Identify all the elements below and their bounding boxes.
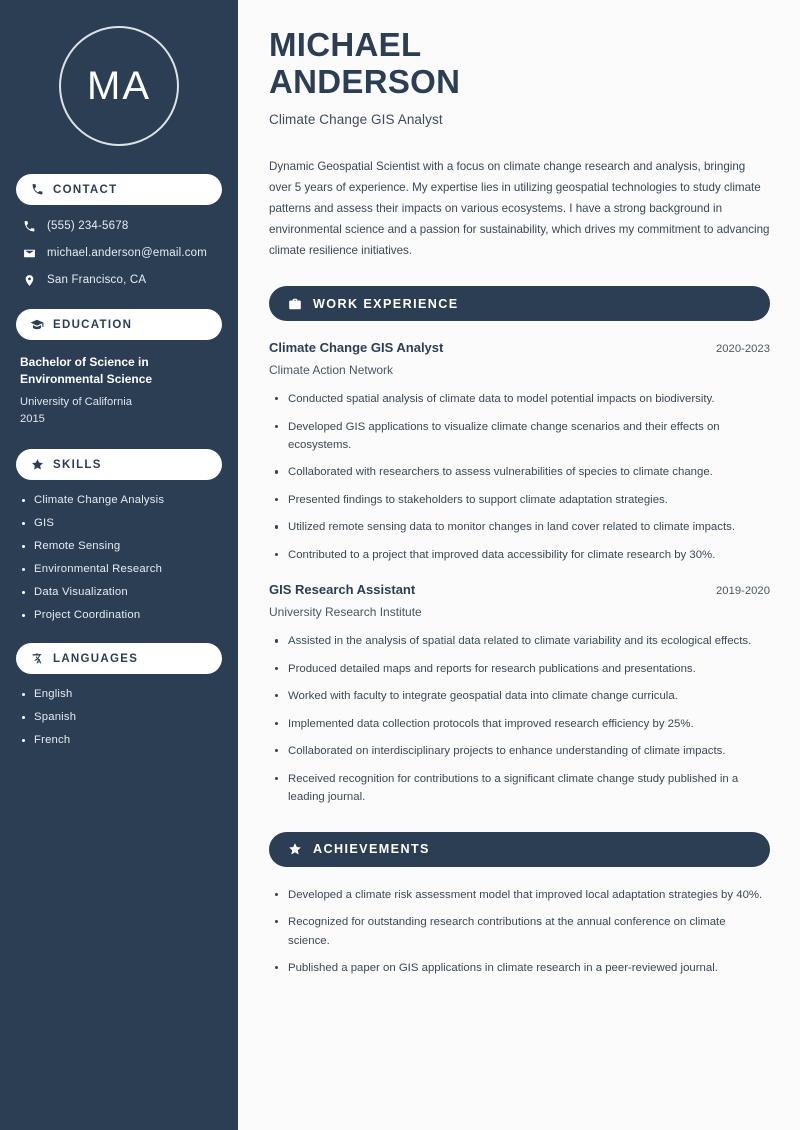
list-item: Conducted spatial analysis of climate data to model potential impacts on biodiversity. (271, 390, 770, 408)
experience-organization: University Research Institute (269, 605, 422, 620)
experience-header (269, 340, 770, 355)
list-item: Developed GIS applications to visualize climate change scenarios and their effects on ecosystems. (271, 418, 770, 455)
sidebar-section-header-skills (16, 449, 222, 480)
list-item: Collaborated on interdisciplinary projects to enhance understanding of climate impacts. (271, 742, 770, 760)
experience-organization: Climate Action Network (269, 363, 394, 378)
experience-dates: 2020-2023 (715, 343, 770, 356)
list-item: Developed a climate risk assessment model that improved local adaptation strategies by 40%. (271, 886, 770, 904)
phone-icon (22, 219, 36, 233)
section-title: ACHIEVEMENTS (313, 842, 430, 857)
experience-entry (269, 340, 770, 564)
experience-entry (269, 582, 770, 806)
experience-bullets (269, 390, 770, 564)
section-header-achievements (269, 832, 770, 867)
graduation-cap-icon (30, 318, 44, 332)
envelope-icon (22, 246, 36, 260)
list-item: French (20, 734, 218, 746)
list-item: Data Visualization (20, 586, 218, 598)
contact-email (16, 246, 222, 260)
map-pin-icon (22, 273, 36, 287)
list-item: Climate Change Analysis (20, 494, 218, 506)
sidebar-section-title: EDUCATION (53, 318, 133, 331)
skills-list (16, 494, 222, 621)
education-year: 2015 (20, 412, 45, 425)
experience-bullets (269, 632, 770, 806)
sidebar-section-title: SKILLS (53, 458, 102, 471)
contact-list (16, 219, 222, 287)
sidebar-section-header-languages (16, 643, 222, 674)
list-item: Spanish (20, 711, 218, 723)
list-item: Worked with faculty to integrate geospatial data into climate change curricula. (271, 687, 770, 705)
list-item: Implemented data collection protocols that improved research efficiency by 25%. (271, 715, 770, 733)
achievements-list (269, 886, 770, 978)
page-title (269, 26, 770, 101)
list-item: Received recognition for contributions to a significant climate change study published in a leading journal. (271, 770, 770, 807)
last-name: ANDERSON (269, 63, 461, 101)
translate-icon (30, 652, 44, 666)
sidebar-section-header-education (16, 309, 222, 340)
list-item: Produced detailed maps and reports for research publications and presentations. (271, 660, 770, 678)
phone-icon (30, 183, 44, 197)
section-title: WORK EXPERIENCE (313, 296, 459, 311)
contact-location (16, 273, 222, 287)
list-item: Presented findings to stakeholders to support climate adaptation strategies. (271, 491, 770, 509)
list-item: Contributed to a project that improved data accessibility for climate research by 30%. (271, 546, 770, 564)
briefcase-icon (287, 296, 302, 311)
monogram-container (16, 26, 222, 146)
first-name: MICHAEL (269, 26, 422, 63)
languages-list (16, 688, 222, 746)
star-icon (287, 842, 302, 857)
education-degree: Bachelor of Science in Environmental Science (20, 355, 153, 387)
experience-header (269, 582, 770, 597)
star-icon (30, 458, 44, 472)
list-item: Assisted in the analysis of spatial data related to climate variability and its ecological effects. (271, 632, 770, 650)
list-item: Collaborated with researchers to assess vulnerabilities of species to climate change. (271, 463, 770, 481)
sidebar-section-header-contact (16, 174, 222, 205)
headline-job-title: Climate Change GIS Analyst (269, 111, 443, 127)
section-header-work-experience (269, 286, 770, 321)
monogram-initials: MA (59, 26, 179, 146)
sidebar-section-title: CONTACT (53, 183, 118, 196)
list-item: Environmental Research (20, 563, 218, 575)
contact-location-value: San Francisco, CA (47, 274, 147, 286)
main-content (238, 0, 800, 1130)
experience-dates: 2019-2020 (715, 585, 770, 598)
sidebar (0, 0, 238, 1130)
education-school: University of California (20, 395, 132, 408)
list-item: Project Coordination (20, 609, 218, 621)
list-item: Recognized for outstanding research contributions at the annual conference on climate science. (271, 913, 770, 950)
contact-email-value: michael.anderson@email.com (47, 247, 208, 259)
list-item: GIS (20, 517, 218, 529)
list-item: Utilized remote sensing data to monitor changes in land cover related to climate impacts. (271, 518, 770, 536)
education-entry (16, 354, 222, 427)
sidebar-section-title: LANGUAGES (53, 652, 139, 665)
experience-role: GIS Research Assistant (269, 582, 416, 598)
list-item: Published a paper on GIS applications in climate research in a peer-reviewed journal. (271, 959, 770, 977)
experience-role: Climate Change GIS Analyst (269, 340, 444, 356)
list-item: Remote Sensing (20, 540, 218, 552)
contact-phone-value: (555) 234-5678 (47, 220, 129, 232)
contact-phone (16, 219, 222, 233)
list-item: English (20, 688, 218, 700)
professional-summary: Dynamic Geospatial Scientist with a focus on climate change research and analysis, bringing over 5 years of experience. My expertise lies in utilizing geospatial technologies to study climate patterns and assess their impacts on various ecosystems. I have a strong background in environmental science and a passion for sustainability, which drives my commitment to advancing climate resilience initiatives. (269, 159, 770, 257)
